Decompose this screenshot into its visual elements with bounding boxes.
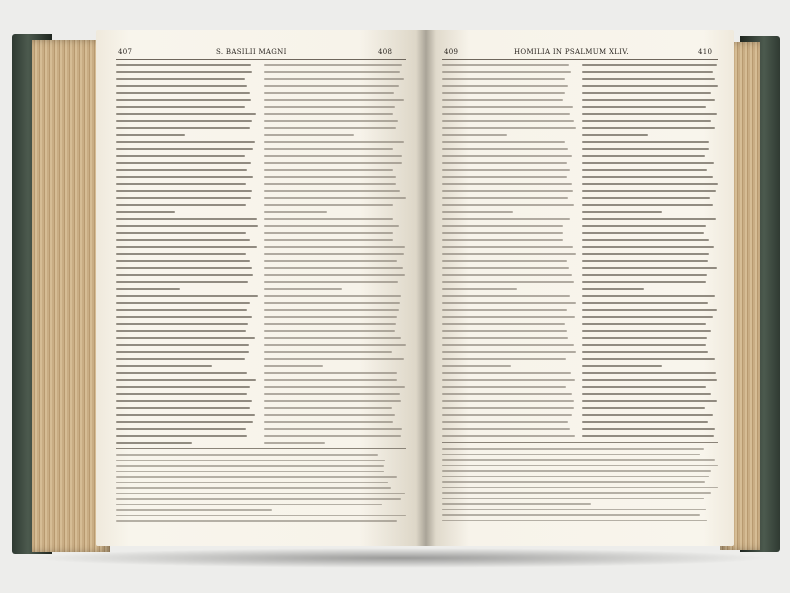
text-line — [442, 372, 571, 374]
text-line — [442, 141, 565, 143]
text-line — [442, 509, 706, 511]
left-running-head: S. BASILII MAGNI — [216, 48, 287, 56]
text-line — [582, 260, 708, 262]
text-line — [442, 134, 507, 136]
text-line — [442, 309, 567, 311]
right-header-rule — [442, 59, 718, 60]
text-line — [116, 113, 256, 115]
right-page-number-right: 410 — [698, 48, 713, 56]
text-line — [442, 162, 567, 164]
text-line — [116, 197, 251, 199]
text-line — [116, 281, 248, 283]
text-line — [442, 99, 563, 101]
text-line — [264, 428, 402, 430]
text-line — [264, 85, 399, 87]
text-line — [264, 302, 400, 304]
left-page — [96, 30, 426, 546]
text-line — [582, 372, 716, 374]
text-line — [582, 407, 705, 409]
text-line — [442, 379, 575, 381]
text-line — [582, 414, 713, 416]
text-line — [442, 492, 711, 494]
text-line — [442, 239, 563, 241]
text-line — [116, 337, 255, 339]
text-line — [442, 330, 567, 332]
text-line — [116, 421, 253, 423]
text-line — [582, 239, 709, 241]
text-line — [582, 218, 716, 220]
text-line — [264, 134, 354, 136]
text-line — [116, 288, 180, 290]
left-greek-column — [264, 64, 406, 449]
text-line — [582, 162, 714, 164]
text-line — [582, 120, 711, 122]
text-line — [264, 316, 397, 318]
text-line — [116, 183, 246, 185]
text-line — [442, 92, 565, 94]
text-line — [582, 400, 717, 402]
text-line — [442, 288, 517, 290]
text-line — [582, 92, 711, 94]
text-line — [264, 71, 400, 73]
text-line — [442, 211, 513, 213]
text-line — [116, 471, 384, 473]
text-line — [116, 316, 252, 318]
text-line — [442, 295, 570, 297]
text-line — [442, 316, 575, 318]
right-running-head: HOMILIA IN PSALMUM XLIV. — [514, 48, 629, 56]
text-line — [116, 78, 245, 80]
text-line — [582, 281, 706, 283]
text-line — [442, 358, 566, 360]
text-line — [442, 197, 568, 199]
text-line — [582, 197, 710, 199]
text-line — [442, 176, 567, 178]
text-line — [442, 498, 704, 500]
text-line — [442, 435, 575, 437]
text-line — [116, 134, 185, 136]
text-line — [442, 421, 568, 423]
text-line — [442, 148, 568, 150]
text-line — [582, 190, 716, 192]
text-line — [442, 267, 569, 269]
text-line — [442, 448, 704, 450]
left-notes-rule — [116, 448, 406, 449]
text-line — [264, 330, 395, 332]
text-line — [582, 288, 644, 290]
text-line — [264, 239, 393, 241]
text-line — [264, 113, 393, 115]
text-line — [264, 183, 396, 185]
text-line — [116, 515, 406, 517]
text-line — [116, 358, 245, 360]
text-line — [582, 428, 715, 430]
text-line — [264, 141, 404, 143]
text-line — [116, 365, 212, 367]
text-line — [116, 106, 245, 108]
text-line — [442, 246, 573, 248]
text-line — [116, 460, 385, 462]
text-line — [582, 337, 707, 339]
text-line — [264, 253, 404, 255]
left-page-number-right: 408 — [378, 48, 393, 56]
text-line — [442, 274, 572, 276]
text-line — [264, 64, 402, 66]
text-line — [264, 232, 393, 234]
text-line — [264, 365, 323, 367]
text-line — [264, 421, 393, 423]
text-line — [116, 155, 245, 157]
text-line — [582, 253, 709, 255]
text-line — [582, 358, 715, 360]
right-page-number: 409 — [444, 48, 459, 56]
text-line — [116, 393, 247, 395]
text-line — [116, 379, 256, 381]
text-line — [582, 204, 713, 206]
text-line — [442, 64, 569, 66]
text-line — [442, 337, 568, 339]
text-line — [116, 211, 175, 213]
text-line — [582, 99, 715, 101]
text-line — [442, 428, 570, 430]
text-line — [264, 414, 395, 416]
text-line — [116, 498, 401, 500]
text-line — [116, 127, 250, 129]
text-line — [116, 476, 397, 478]
text-line — [116, 99, 251, 101]
text-line — [264, 372, 397, 374]
text-line — [116, 493, 405, 495]
text-line — [116, 323, 248, 325]
text-line — [116, 442, 192, 444]
text-line — [116, 190, 252, 192]
text-line — [582, 351, 708, 353]
text-line — [116, 302, 250, 304]
text-line — [264, 218, 393, 220]
text-line — [264, 344, 406, 346]
text-line — [116, 162, 251, 164]
text-line — [116, 92, 250, 94]
text-line — [264, 260, 397, 262]
right-page — [426, 30, 734, 546]
text-line — [442, 400, 574, 402]
text-line — [116, 454, 378, 456]
text-line — [442, 323, 565, 325]
text-line — [582, 267, 717, 269]
text-line — [116, 504, 382, 506]
text-line — [582, 169, 707, 171]
text-line — [442, 407, 574, 409]
text-line — [264, 281, 398, 283]
text-line — [582, 435, 714, 437]
text-line — [582, 309, 717, 311]
text-line — [442, 514, 700, 516]
text-line — [582, 295, 715, 297]
text-line — [116, 71, 252, 73]
text-line — [264, 204, 393, 206]
text-line — [116, 487, 391, 489]
text-line — [442, 120, 574, 122]
text-line — [582, 211, 662, 213]
text-line — [442, 169, 570, 171]
text-line — [116, 400, 252, 402]
text-line — [264, 295, 401, 297]
text-line — [582, 365, 662, 367]
text-line — [116, 225, 258, 227]
text-line — [116, 169, 247, 171]
text-line — [582, 316, 713, 318]
text-line — [264, 337, 401, 339]
text-line — [582, 141, 709, 143]
left-page-number: 407 — [118, 48, 133, 56]
text-line — [442, 183, 572, 185]
text-line — [442, 481, 705, 483]
open-book — [12, 22, 780, 560]
text-line — [442, 127, 576, 129]
text-line — [442, 85, 568, 87]
text-line — [264, 190, 400, 192]
text-line — [116, 148, 253, 150]
text-line — [116, 407, 250, 409]
text-line — [582, 155, 705, 157]
text-line — [442, 520, 707, 522]
text-line — [264, 323, 396, 325]
text-line — [442, 204, 574, 206]
text-line — [442, 454, 700, 456]
text-line — [264, 246, 405, 248]
text-line — [116, 428, 246, 430]
book-gutter — [416, 30, 436, 546]
text-line — [582, 379, 717, 381]
text-line — [442, 71, 571, 73]
text-line — [442, 225, 563, 227]
text-line — [264, 169, 393, 171]
text-line — [582, 64, 717, 66]
text-line — [582, 330, 711, 332]
right-greek-column — [442, 64, 576, 442]
text-line — [442, 302, 576, 304]
text-line — [442, 78, 565, 80]
right-latin-column — [582, 64, 718, 442]
text-line — [582, 344, 706, 346]
text-line — [116, 267, 252, 269]
text-line — [116, 218, 257, 220]
text-line — [442, 365, 511, 367]
text-line — [116, 232, 246, 234]
text-line — [442, 260, 567, 262]
text-line — [582, 106, 706, 108]
text-line — [264, 358, 404, 360]
text-line — [264, 400, 401, 402]
text-line — [582, 274, 707, 276]
text-line — [442, 351, 576, 353]
text-line — [264, 435, 401, 437]
text-line — [442, 113, 570, 115]
text-line — [116, 372, 247, 374]
text-line — [264, 442, 325, 444]
text-line — [582, 78, 715, 80]
left-header-rule — [116, 59, 406, 60]
text-line — [582, 393, 711, 395]
text-line — [116, 85, 247, 87]
text-line — [264, 78, 404, 80]
text-line — [582, 183, 718, 185]
text-line — [116, 435, 247, 437]
text-line — [582, 127, 715, 129]
text-line — [442, 465, 718, 467]
text-line — [116, 204, 246, 206]
text-line — [264, 379, 397, 381]
text-line — [582, 246, 714, 248]
text-line — [582, 386, 706, 388]
text-line — [582, 302, 708, 304]
text-line — [582, 421, 708, 423]
text-line — [116, 260, 250, 262]
text-line — [442, 393, 572, 395]
text-line — [264, 155, 402, 157]
text-line — [116, 344, 249, 346]
text-line — [582, 134, 648, 136]
text-line — [264, 148, 393, 150]
text-line — [264, 162, 402, 164]
text-line — [264, 176, 396, 178]
text-line — [442, 253, 576, 255]
text-line — [442, 386, 566, 388]
text-line — [116, 465, 384, 467]
text-line — [264, 211, 327, 213]
text-line — [442, 218, 570, 220]
text-line — [116, 351, 249, 353]
text-line — [582, 113, 717, 115]
text-line — [582, 176, 713, 178]
text-line — [116, 246, 257, 248]
text-line — [116, 274, 253, 276]
text-line — [442, 190, 573, 192]
right-footnotes — [442, 448, 718, 525]
text-line — [116, 176, 253, 178]
text-line — [116, 482, 388, 484]
text-line — [264, 106, 395, 108]
text-line — [264, 197, 406, 199]
text-line — [582, 323, 706, 325]
text-line — [264, 99, 404, 101]
text-line — [442, 155, 572, 157]
text-line — [116, 141, 255, 143]
text-line — [442, 476, 709, 478]
text-line — [116, 120, 252, 122]
text-line — [116, 520, 397, 522]
right-notes-rule — [442, 442, 718, 443]
text-line — [264, 92, 394, 94]
text-line — [442, 487, 718, 489]
text-line — [264, 407, 392, 409]
text-line — [442, 281, 574, 283]
text-line — [442, 344, 574, 346]
text-line — [582, 225, 706, 227]
text-line — [116, 309, 247, 311]
text-line — [264, 127, 396, 129]
text-line — [442, 232, 563, 234]
text-line — [116, 64, 251, 66]
text-line — [264, 267, 403, 269]
text-line — [116, 414, 255, 416]
left-footnotes — [116, 454, 406, 526]
text-line — [116, 330, 246, 332]
text-line — [116, 295, 258, 297]
text-line — [442, 459, 715, 461]
text-line — [116, 253, 246, 255]
left-latin-column — [116, 64, 258, 449]
text-line — [116, 386, 250, 388]
text-line — [442, 503, 591, 505]
text-line — [442, 414, 572, 416]
text-line — [264, 225, 399, 227]
text-line — [442, 106, 573, 108]
text-line — [582, 148, 709, 150]
text-line — [264, 351, 392, 353]
text-line — [582, 71, 713, 73]
text-line — [582, 85, 718, 87]
text-line — [116, 239, 250, 241]
text-line — [116, 509, 272, 511]
text-line — [264, 120, 398, 122]
text-line — [264, 386, 405, 388]
text-line — [582, 232, 704, 234]
text-line — [264, 274, 405, 276]
text-line — [264, 288, 342, 290]
text-line — [264, 393, 400, 395]
text-line — [264, 309, 399, 311]
text-line — [442, 470, 711, 472]
